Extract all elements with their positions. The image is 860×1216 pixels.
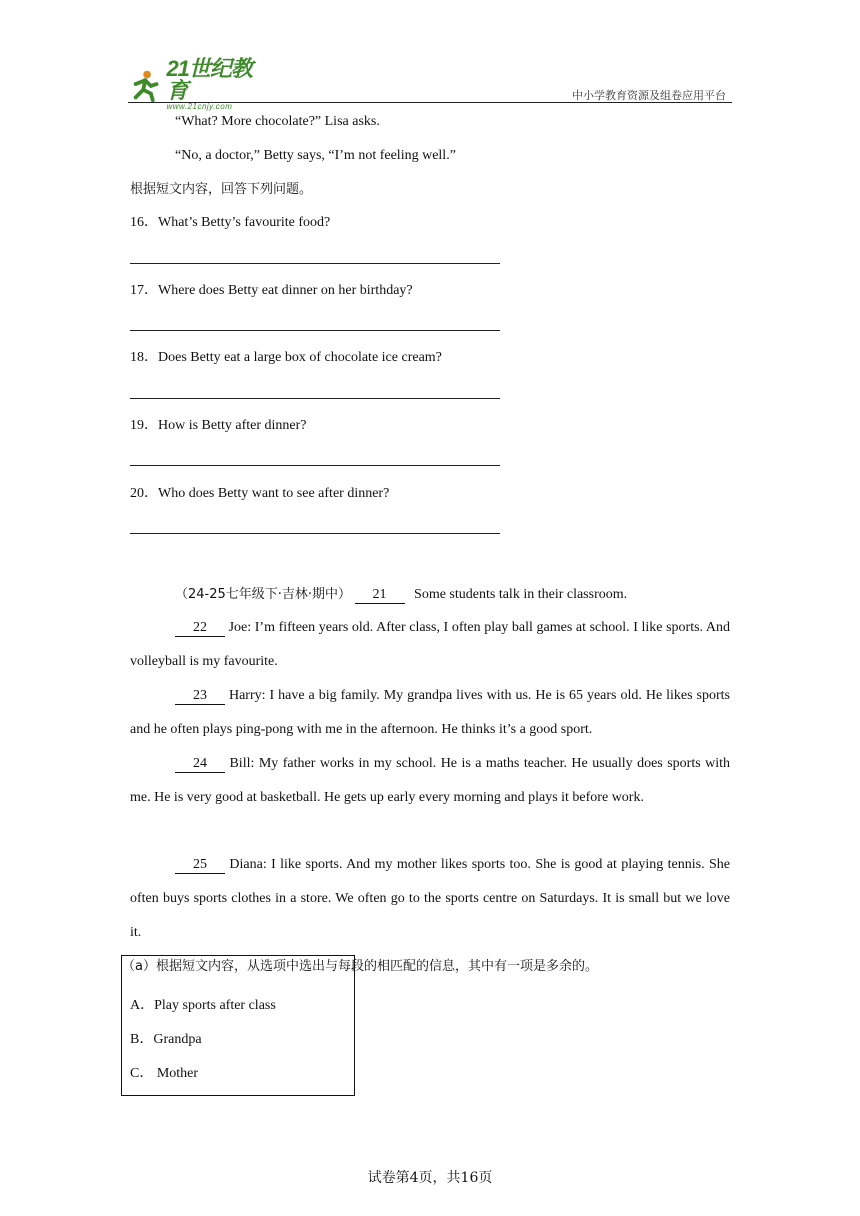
paragraph-25: [130, 848, 730, 950]
option-b[interactable]: B．Grandpa: [130, 1032, 202, 1047]
site-logo: [128, 56, 268, 111]
page-footer: 试卷第4页，共16页: [367, 1170, 493, 1186]
paragraph-23: [130, 679, 730, 747]
logo-url: www.21cnjy.com: [166, 102, 233, 111]
paragraph-text: Bill: My father works in my school. He is a maths teacher. He usually does sports with me. He is very good at basketball. He gets up early every morning and plays it before work.: [130, 756, 731, 805]
option-a[interactable]: A．Play sports after class: [130, 998, 276, 1013]
paragraph-22: [130, 611, 730, 679]
instruction-a: （a）根据短文内容，从选项中选出与每段的相匹配的信息，其中有一项是多余的。: [122, 959, 598, 974]
answer-line-18[interactable]: [130, 398, 500, 399]
question-19: 19．How is Betty after dinner?: [130, 418, 307, 433]
question-16: 16．What’s Betty’s favourite food?: [130, 215, 331, 230]
paragraph-text: Diana: I like sports. And my mother likes sports too. She is good at playing tennis. She often buys sports clothes in a store. We often go to the sports centre on Saturdays. It is small but we love it.: [130, 857, 730, 940]
paragraph-text: Joe: I’m fifteen years old. After class, I often play ball games at school. I like sports. And volleyball is my favourite.: [130, 620, 731, 669]
answer-line-20[interactable]: [130, 533, 500, 534]
story-line: “No, a doctor,” Betty says, “I’m not feeling well.”: [175, 148, 456, 163]
blank-23[interactable]: 23: [175, 688, 225, 705]
answer-line-17[interactable]: [130, 330, 500, 331]
logo-title: 21世纪教育: [166, 56, 252, 103]
question-17: 17．Where does Betty eat dinner on her birthday?: [130, 283, 413, 298]
blank-21[interactable]: 21: [355, 587, 405, 604]
question-18: 18．Does Betty eat a large box of chocolate ice cream?: [130, 350, 442, 365]
intro-text: Some students talk in their classroom.: [414, 587, 628, 602]
option-c[interactable]: C． Mother: [130, 1066, 199, 1081]
platform-name: 中小学教育资源及组卷应用平台: [572, 89, 726, 102]
answer-line-16[interactable]: [130, 263, 500, 264]
blank-22[interactable]: 22: [175, 620, 225, 637]
header-divider: [128, 102, 732, 103]
answer-line-19[interactable]: [130, 465, 500, 466]
blank-25[interactable]: 25: [175, 857, 225, 874]
source-tag: （24-25七年级下·吉林·期中）: [175, 587, 352, 602]
blank-24[interactable]: 24: [175, 756, 225, 773]
paragraph-24: [130, 747, 730, 815]
story-line: “What? More chocolate?” Lisa asks.: [175, 114, 380, 129]
passage-intro: [175, 585, 627, 605]
paragraph-text: Harry: I have a big family. My grandpa lives with us. He is 65 years old. He likes sports and he often plays ping-pong with me in the afternoon. He thinks it’s a good sport.: [130, 688, 730, 737]
running-figure-icon: [128, 68, 160, 102]
question-20: 20．Who does Betty want to see after dinner?: [130, 486, 390, 501]
instruction-text: 根据短文内容，回答下列问题。: [130, 182, 313, 197]
